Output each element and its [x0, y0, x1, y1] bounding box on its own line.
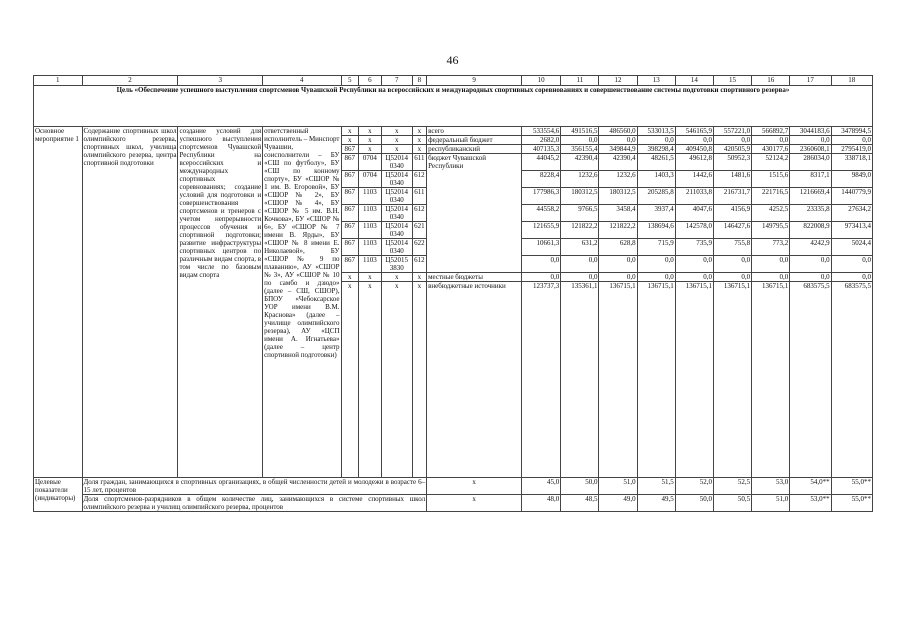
column-number: 12 — [599, 76, 637, 86]
amount: 149795,5 — [752, 222, 790, 239]
amount: 23335,8 — [790, 205, 831, 222]
target-code: Ц52014 0340 — [381, 154, 412, 171]
amount: 491516,5 — [561, 127, 599, 136]
amount: 4242,9 — [790, 239, 831, 256]
budget-code: 867 — [341, 222, 359, 239]
amount: 715,9 — [637, 239, 675, 256]
amount: 0,0 — [522, 273, 561, 282]
amount: 755,8 — [713, 239, 751, 256]
amount: 221716,5 — [752, 188, 790, 205]
indicator-text: Доля граждан, занимающихся в спортивных организациях, в общей численности детей и молодежи в возрасте 6–15 лет, процентов — [83, 478, 426, 494]
amount: 9849,0 — [831, 171, 872, 188]
amount: 121822,2 — [561, 222, 599, 239]
target-code: x — [381, 282, 412, 478]
indicator-value: 50,0 — [561, 478, 599, 495]
section-code: x — [359, 145, 382, 154]
column-number: 2 — [82, 76, 178, 86]
target-code: Ц52014 0340 — [381, 205, 412, 222]
column-number: 11 — [561, 76, 599, 86]
amount: 2795419,0 — [831, 145, 872, 154]
amount: 356155,4 — [561, 145, 599, 154]
section-code: 0704 — [359, 171, 382, 188]
amount: 1216669,4 — [790, 188, 831, 205]
amount: 407135,3 — [522, 145, 561, 154]
amount: 10661,3 — [522, 239, 561, 256]
funding-source: федеральный бюджет — [427, 136, 522, 145]
column-number: 16 — [752, 76, 790, 86]
budget-code: 867 — [341, 256, 359, 273]
funding-source: внебюджетные источники — [427, 282, 522, 478]
target-code: Ц52014 0340 — [381, 188, 412, 205]
budget-code: x — [341, 273, 359, 282]
column-number: 6 — [359, 76, 382, 86]
amount: 180312,5 — [599, 188, 637, 205]
amount: 27634,2 — [831, 205, 872, 222]
amount: 628,8 — [599, 239, 637, 256]
budget-code: x — [341, 127, 359, 136]
amount: 420505,9 — [713, 145, 751, 154]
amount: 0,0 — [713, 273, 751, 282]
amount: 9766,5 — [561, 205, 599, 222]
amount: 0,0 — [561, 136, 599, 145]
amount: 136715,1 — [713, 282, 751, 478]
amount: 546165,9 — [675, 127, 713, 136]
expense-type: x — [412, 145, 426, 154]
expense-type: x — [412, 273, 426, 282]
budget-code: 867 — [341, 205, 359, 222]
amount: 0,0 — [790, 273, 831, 282]
section-code: x — [359, 136, 382, 145]
column-number: 15 — [713, 76, 751, 86]
amount: 0,0 — [637, 256, 675, 273]
amount: 0,0 — [752, 256, 790, 273]
indicator-value: 48,5 — [561, 495, 599, 512]
funding-source: республиканский — [427, 145, 522, 154]
amount: 136715,1 — [637, 282, 675, 478]
column-number: 4 — [263, 76, 341, 86]
amount: 1232,6 — [599, 171, 637, 188]
amount: 533013,5 — [637, 127, 675, 136]
column-number: 8 — [412, 76, 426, 86]
amount: 42390,4 — [599, 154, 637, 171]
column-number: 14 — [675, 76, 713, 86]
target-code: Ц52014 0340 — [381, 171, 412, 188]
section-code: x — [359, 273, 382, 282]
amount: 0,0 — [637, 136, 675, 145]
amount: 409450,8 — [675, 145, 713, 154]
amount: 0,0 — [713, 256, 751, 273]
amount: 2360608,1 — [790, 145, 831, 154]
amount: 1232,6 — [561, 171, 599, 188]
amount: 0,0 — [561, 256, 599, 273]
budget-code: x — [341, 282, 359, 478]
amount: 146427,6 — [713, 222, 751, 239]
section-code: 1103 — [359, 256, 382, 273]
amount: 1403,3 — [637, 171, 675, 188]
indicator-value: 48,0 — [522, 495, 561, 512]
amount: 683575,5 — [790, 282, 831, 478]
goal-row — [34, 86, 873, 127]
column-number: 3 — [178, 76, 263, 86]
funding-source: местные бюджеты — [427, 273, 522, 282]
amount: 0,0 — [675, 136, 713, 145]
amount: 349844,9 — [599, 145, 637, 154]
amount: 1481,6 — [713, 171, 751, 188]
event-executor: ответственный исполнитель – Минспорт Чувашии, соисполнители – БУ «СШ по футболу», БУ «СШ по конному спорту», БУ «СШОР № 1 им. В. Егоровой», БУ «СШОР № 2», БУ «СШОР № 4», БУ «СШОР № 5 им. В.Н. Кочкова», БУ «СШОР № 6», БУ «СШОР № 7 имени В. Ярды», БУ «СШОР № 8 имени Е. Николаевой», БУ «СШОР № 9 по плаванию», АУ «СШОР № 3», АУ «СШОР № 10 по самбо и дзюдо» (далее – СШ, СШОР), БПОУ «Чебоксарское УОР имени В.М. Краснова» (далее – училище олимпийского резерва), АУ «ЦСП имени А. Игнатьева» (далее – центр спортивной подготовки) — [263, 127, 341, 478]
amount: 533554,6 — [522, 127, 561, 136]
indicator-value: 55,0** — [831, 495, 872, 512]
indicators-label: Целевые показатели (индикаторы) — [34, 478, 83, 512]
budget-code: 867 — [341, 239, 359, 256]
amount: 8228,4 — [522, 171, 561, 188]
amount: 0,0 — [599, 273, 637, 282]
amount: 142578,0 — [675, 222, 713, 239]
amount: 3044183,6 — [790, 127, 831, 136]
amount: 0,0 — [675, 273, 713, 282]
amount: 0,0 — [831, 256, 872, 273]
amount: 822008,9 — [790, 222, 831, 239]
column-number-row — [34, 76, 873, 86]
section-code: 1103 — [359, 222, 382, 239]
expense-type: 621 — [412, 222, 426, 239]
indicator-value: 53,0 — [752, 478, 790, 495]
amount: 0,0 — [790, 136, 831, 145]
section-code: x — [359, 127, 382, 136]
expense-type: x — [412, 282, 426, 478]
amount: 135361,1 — [561, 282, 599, 478]
amount: 486560,0 — [599, 127, 637, 136]
amount: 4156,9 — [713, 205, 751, 222]
goal-text: Цель «Обеспечение успешного выступления спортсменов Чувашской Республики на всероссийских и международных спортивных соревнованиях и совершенствование системы подготовки спортивного резерва» — [34, 86, 873, 127]
budget-code: 867 — [341, 145, 359, 154]
amount: 180312,5 — [561, 188, 599, 205]
amount: 136715,1 — [675, 282, 713, 478]
amount: 205285,8 — [637, 188, 675, 205]
column-number: 7 — [381, 76, 412, 86]
column-number: 18 — [831, 76, 872, 86]
amount: 2682,0 — [522, 136, 561, 145]
amount: 0,0 — [675, 256, 713, 273]
amount: 631,2 — [561, 239, 599, 256]
amount: 0,0 — [599, 256, 637, 273]
indicator-value: 45,0 — [522, 478, 561, 495]
amount: 973413,4 — [831, 222, 872, 239]
amount: 4252,5 — [752, 205, 790, 222]
amount: 683575,5 — [831, 282, 872, 478]
indicator-marker: x — [427, 478, 522, 495]
budget-code: 867 — [341, 171, 359, 188]
amount: 0,0 — [752, 273, 790, 282]
expense-type: 622 — [412, 239, 426, 256]
amount: 4047,6 — [675, 205, 713, 222]
expense-type: 612 — [412, 205, 426, 222]
indicator-value: 51,5 — [637, 478, 675, 495]
section-code: x — [359, 282, 382, 478]
amount: 52124,2 — [752, 154, 790, 171]
program-table — [33, 75, 873, 512]
finance-row — [34, 127, 873, 136]
amount: 0,0 — [522, 256, 561, 273]
indicator-value: 54,0** — [790, 478, 831, 495]
amount: 773,2 — [752, 239, 790, 256]
event-task: создание условий для успешного выступления спортсменов Чувашской Республики на всероссийских и международных спортивных соревнованиях; создание условий для подготовки и совершенствования спортсменов и тренеров с учетом непрерывности процессов обучения и спортивной подготовки; развитие инфраструктуры спортивных центров по различным видам спорта, в том числе по базовым видам спорта — [178, 127, 263, 478]
amount: 123737,3 — [522, 282, 561, 478]
amount: 735,9 — [675, 239, 713, 256]
amount: 3478994,5 — [831, 127, 872, 136]
amount: 138694,6 — [637, 222, 675, 239]
funding-source: всего — [427, 127, 522, 136]
section-code: 1103 — [359, 239, 382, 256]
expense-type: 611 — [412, 188, 426, 205]
indicator-value: 53,0** — [790, 495, 831, 512]
indicator-value: 52,0 — [675, 478, 713, 495]
indicator-value: 52,5 — [713, 478, 751, 495]
event-name: Основное мероприятие 1 — [34, 127, 83, 478]
indicator-value: 51,0 — [599, 478, 637, 495]
amount: 8317,1 — [790, 171, 831, 188]
budget-code: 867 — [341, 188, 359, 205]
amount: 44558,2 — [522, 205, 561, 222]
target-code: x — [381, 127, 412, 136]
amount: 1442,6 — [675, 171, 713, 188]
budget-code: x — [341, 136, 359, 145]
funding-source: бюджет Чувашской Республики — [427, 154, 522, 273]
indicator-value: 50,5 — [713, 495, 751, 512]
indicator-value: 49,5 — [637, 495, 675, 512]
amount: 3937,4 — [637, 205, 675, 222]
amount: 0,0 — [831, 273, 872, 282]
amount: 286034,0 — [790, 154, 831, 171]
amount: 121822,2 — [599, 222, 637, 239]
event-content: Содержание спортивных школ олимпийского резерва, спортивных школ, училища олимпийского резерва, центра спортивной подготовки — [82, 127, 178, 478]
amount: 0,0 — [561, 273, 599, 282]
column-number: 13 — [637, 76, 675, 86]
target-code: Ц52014 0340 — [381, 222, 412, 239]
indicator-row — [34, 495, 873, 512]
column-number: 17 — [790, 76, 831, 86]
indicator-value: 55,0** — [831, 478, 872, 495]
amount: 430177,6 — [752, 145, 790, 154]
indicator-value: 51,0 — [752, 495, 790, 512]
column-number: 9 — [427, 76, 522, 86]
target-code: x — [381, 136, 412, 145]
amount: 5024,4 — [831, 239, 872, 256]
section-code: 1103 — [359, 188, 382, 205]
amount: 0,0 — [599, 136, 637, 145]
amount: 1440779,9 — [831, 188, 872, 205]
amount: 136715,1 — [599, 282, 637, 478]
amount: 49612,8 — [675, 154, 713, 171]
amount: 136715,1 — [752, 282, 790, 478]
target-code: x — [381, 145, 412, 154]
indicator-row — [34, 478, 873, 495]
amount: 3458,4 — [599, 205, 637, 222]
amount: 50952,3 — [713, 154, 751, 171]
column-number: 10 — [522, 76, 561, 86]
amount: 44045,2 — [522, 154, 561, 171]
section-code: 1103 — [359, 205, 382, 222]
amount: 557221,0 — [713, 127, 751, 136]
indicator-marker: x — [427, 495, 522, 512]
amount: 121655,9 — [522, 222, 561, 239]
amount: 211033,8 — [675, 188, 713, 205]
amount: 177986,3 — [522, 188, 561, 205]
expense-type: 612 — [412, 171, 426, 188]
amount: 216731,7 — [713, 188, 751, 205]
target-code: Ц52014 0340 — [381, 239, 412, 256]
indicator-value: 49,0 — [599, 495, 637, 512]
amount: 42390,4 — [561, 154, 599, 171]
expense-type: 611 — [412, 154, 426, 171]
page-number: 46 — [446, 53, 459, 67]
amount: 0,0 — [790, 256, 831, 273]
amount: 0,0 — [752, 136, 790, 145]
expense-type: 612 — [412, 256, 426, 273]
amount: 566892,7 — [752, 127, 790, 136]
target-code: Ц52015 3830 — [381, 256, 412, 273]
amount: 0,0 — [637, 273, 675, 282]
amount: 48261,5 — [637, 154, 675, 171]
target-code: x — [381, 273, 412, 282]
indicator-value: 50,0 — [675, 495, 713, 512]
amount: 398298,4 — [637, 145, 675, 154]
amount: 0,0 — [713, 136, 751, 145]
amount: 1515,6 — [752, 171, 790, 188]
section-code: 0704 — [359, 154, 382, 171]
amount: 0,0 — [831, 136, 872, 145]
column-number: 1 — [34, 76, 83, 86]
budget-code: 867 — [341, 154, 359, 171]
amount: 338718,1 — [831, 154, 872, 171]
expense-type: x — [412, 136, 426, 145]
column-number: 5 — [341, 76, 359, 86]
indicator-text: Доля спортсменов-разрядников в общем количестве лиц, занимающихся в системе спортивных школ олимпийского резерва и училищ олимпийского резерва, процентов — [83, 495, 426, 511]
expense-type: x — [412, 127, 426, 136]
